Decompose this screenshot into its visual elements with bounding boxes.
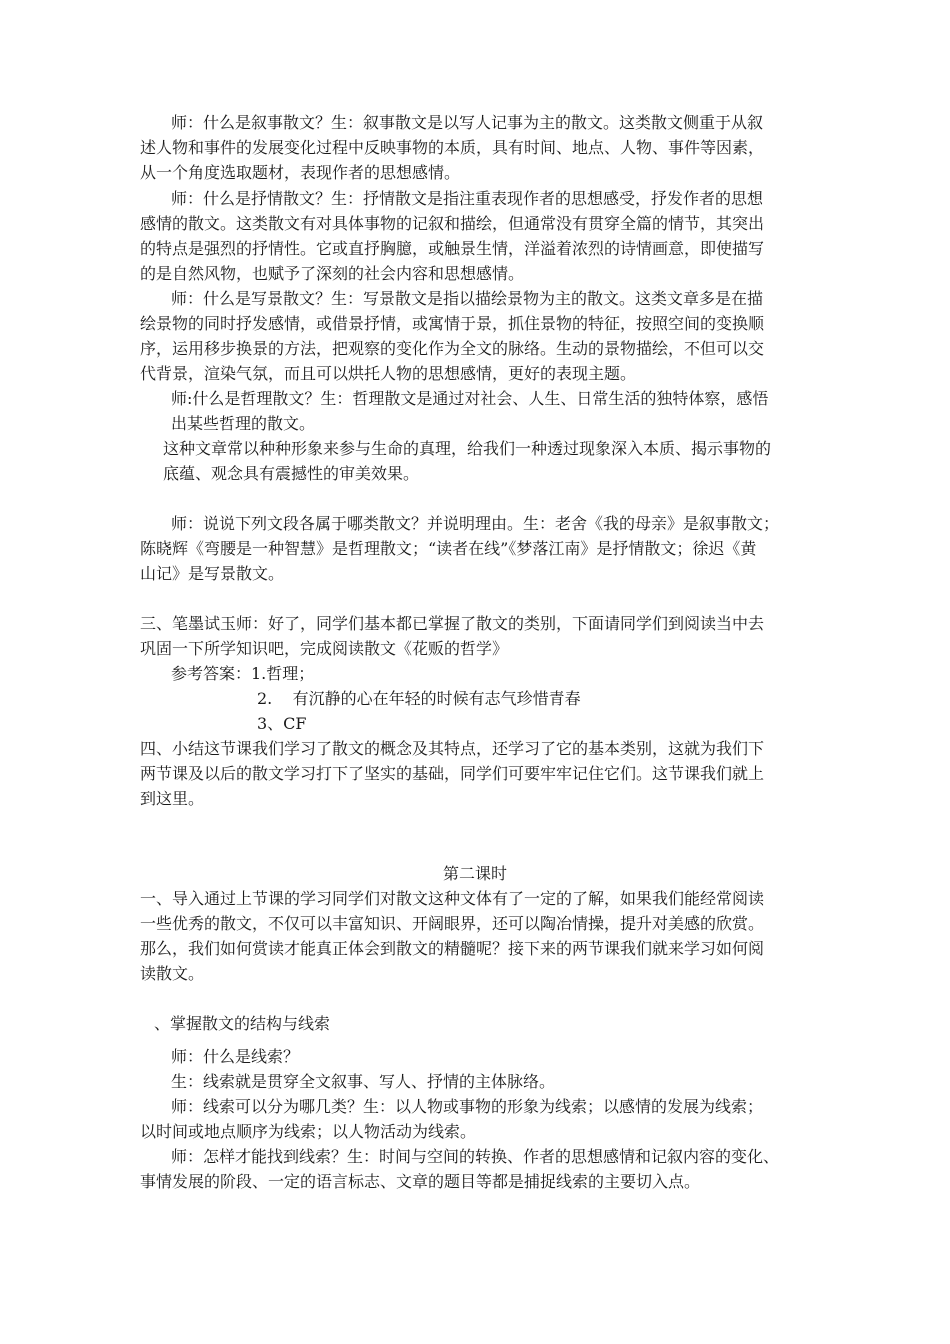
paragraph-philosophy-line-2: 出某些哲理的散文。 [171, 414, 316, 433]
paragraph-philosophy-detail-line-1: 这种文章常以种种形象来参与生命的真理，给我们一种透过现象深入本质、揭示事物的 [163, 439, 772, 458]
answer-label: 参考答案：1.哲理； [171, 664, 315, 683]
paragraph-narrative-line-2: 述人物和事件的发展变化过程中反映事物的本质，具有时间、地点、人物、事件等因素， [140, 138, 765, 157]
intro-line-3: 那么，我们如何赏读才能真正体会到散文的精髓呢？接下来的两节课我们就来学习如何阅 [140, 939, 765, 958]
section-three-line-2: 巩固一下所学知识吧，完成阅读散文《花贩的哲学》 [140, 639, 509, 658]
paragraph-scenery-line-1: 师：什么是写景散文？生：写景散文是指以描绘景物为主的散文。这类文章多是在描 [171, 289, 764, 308]
find-clue-line-1: 师：怎样才能找到线索？生：时间与空间的转换、作者的思想感情和记叙内容的变化、 [171, 1147, 780, 1166]
paragraph-scenery-line-4: 代背景，渲染气氛，而且可以烘托人物的思想感情，更好的表现主题。 [140, 364, 637, 383]
intro-line-4: 读散文。 [140, 964, 205, 983]
paragraph-lyric-line-4: 的是自然风物，也赋予了深刻的社会内容和思想感情。 [140, 264, 525, 283]
answer-clue: 生：线索就是贯穿全文叙事、写人、抒情的主体脉络。 [171, 1072, 556, 1091]
section-four-line-1: 四、小结这节课我们学习了散文的概念及其特点，还学习了它的基本类别，这就为我们下 [140, 739, 765, 758]
paragraph-philosophy-line-1: 师:什么是哲理散文？生：哲理散文是通过对社会、人生、日常生活的独特体察，感悟 [171, 389, 769, 408]
section-four-line-2: 两节课及以后的散文学习打下了坚实的基础，同学们可要牢牢记住它们。这节课我们就上 [140, 764, 765, 783]
paragraph-lyric-line-1: 师：什么是抒情散文？生：抒情散文是指注重表现作者的思想感受，抒发作者的思想 [171, 189, 764, 208]
intro-line-1: 一、导入通过上节课的学习同学们对散文这种文体有了一定的了解，如果我们能经常阅读 [140, 889, 765, 908]
section-title: 第二课时 [442, 864, 507, 883]
clue-types-line-2: 以时间或地点顺序为线索；以人物活动为线索。 [140, 1122, 477, 1141]
paragraph-philosophy-detail-line-2: 底蕴、观念具有震撼性的审美效果。 [163, 464, 420, 483]
answer-item-3: 3、CF [257, 714, 307, 733]
answer-item-2: 2. 有沉静的心在年轻的时候有志气珍惜青春 [257, 689, 581, 708]
paragraph-scenery-line-3: 序，运用移步换景的方法，把观察的变化作为全文的脉络。生动的景物描绘，不但可以交 [140, 339, 765, 358]
find-clue-line-2: 事情发展的阶段、一定的语言标志、文章的题目等都是捕捉线索的主要切入点。 [140, 1172, 701, 1191]
paragraph-exercise-line-2: 陈晓辉《弯腰是一种智慧》是哲理散文；“读者在线”《梦落江南》是抒情散文；徐迟《黄 [140, 539, 757, 558]
paragraph-narrative-line-3: 从一个角度选取题材，表现作者的思想感情。 [140, 163, 461, 182]
intro-line-2: 一些优秀的散文，不仅可以丰富知识、开阔眼界，还可以陶冶情操，提升对美感的欣赏。 [140, 914, 765, 933]
question-clue: 师：什么是线索？ [171, 1047, 300, 1066]
section-four-line-3: 到这里。 [140, 789, 205, 808]
paragraph-exercise-line-3: 山记》是写景散文。 [140, 564, 285, 583]
structure-heading: 、掌握散文的结构与线索 [154, 1014, 331, 1033]
paragraph-lyric-line-3: 的特点是强烈的抒情性。它或直抒胸臆，或触景生情，洋溢着浓烈的诗情画意，即使描写 [140, 239, 765, 258]
paragraph-lyric-line-2: 感情的散文。这类散文有对具体事物的记叙和描绘，但通常没有贯穿全篇的情节，其突出 [140, 214, 765, 233]
section-three-line-1: 三、笔墨试玉师：好了，同学们基本都已掌握了散文的类别，下面请同学们到阅读当中去 [140, 614, 765, 633]
paragraph-scenery-line-2: 绘景物的同时抒发感情，或借景抒情，或寓情于景，抓住景物的特征，按照空间的变换顺 [140, 314, 765, 333]
clue-types-line-1: 师：线索可以分为哪几类？生：以人物或事物的形象为线索；以感情的发展为线索； [171, 1097, 764, 1116]
paragraph-narrative-line-1: 师：什么是叙事散文？生：叙事散文是以写人记事为主的散文。这类散文侧重于从叙 [171, 113, 764, 132]
paragraph-exercise-line-1: 师：说说下列文段各属于哪类散文？并说明理由。生：老舍《我的母亲》是叙事散文； [171, 514, 780, 533]
